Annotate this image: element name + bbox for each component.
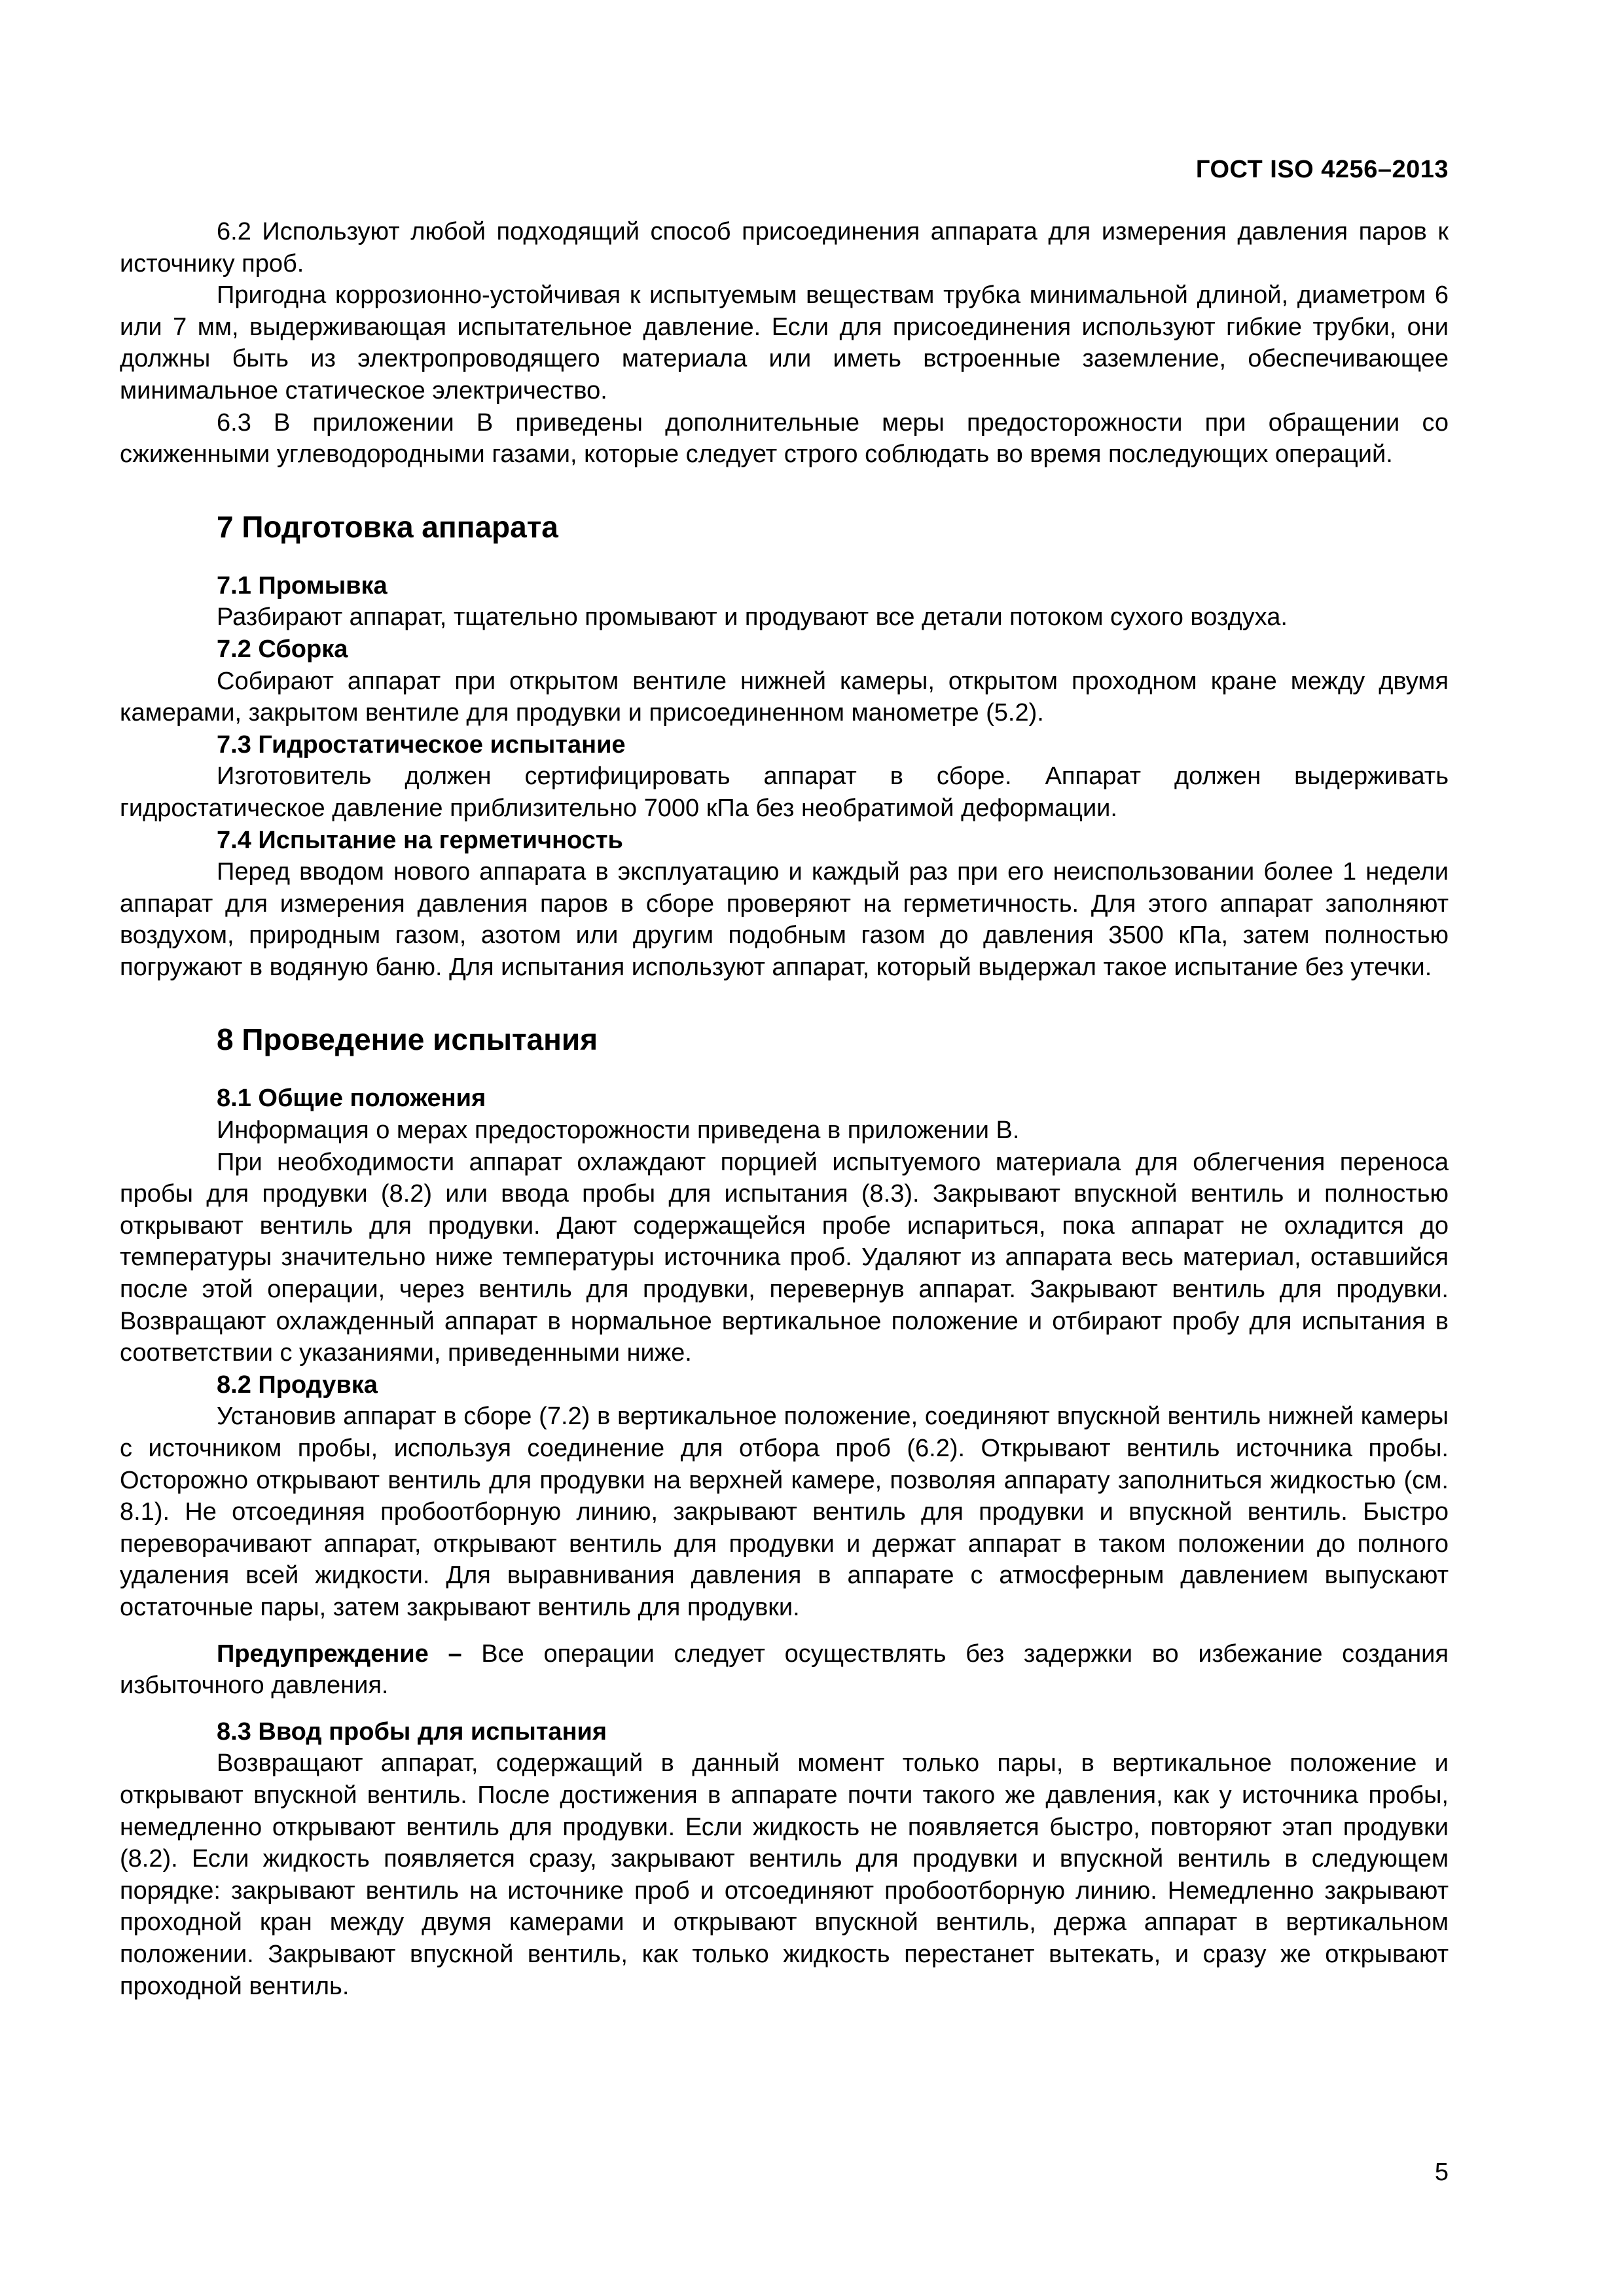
page-number: 5 — [1434, 2159, 1449, 2186]
subsection-7-3-text: Изготовитель должен сертифицировать аппарат в сборе. Аппарат должен выдерживать гидростатическое давление приблизительно 7000 кПа без необратимой деформации. — [120, 762, 1449, 822]
subsection-8-1-text-1: Информация о мерах предосторожности приведена в приложении В. — [217, 1117, 1020, 1145]
clause-6-2-tubing-paragraph: Пригодна коррозионно-устойчивая к испытуемым веществам трубка минимальной длиной, диаметром 6 или 7 мм, выдерживающая испытательное давление. Если для присоединения используют гибкие трубки, они должны быть из электропроводящего материала или иметь встроенные заземление, обеспечивающее минимальное статическое электричество. — [120, 281, 1449, 404]
clause-6-3-paragraph: 6.3 В приложении В приведены дополнительные меры предосторожности при обращении со сжиженными углеводородными газами, которые следует строго соблюдать во время последующих операций. — [120, 408, 1449, 469]
section-7-heading: 7 Подготовка аппарата — [217, 509, 558, 544]
subsection-7-1-text: Разбирают аппарат, тщательно промывают и продувают все детали потоком сухого воздуха. — [217, 603, 1288, 632]
subsection-8-1-text-2: При необходимости аппарат охлаждают порцией испытуемого материала для облегчения переноса пробы для продувки (8.2) или ввода пробы для испытания (8.3). Закрывают впускной вентиль и полностью открывают вентиль для продувки. Дают содержащейся пробе испариться, пока аппарат не охладится до температуры значительно ниже температуры источника проб. Удаляют из аппарата весь материал, оставшийся после этой операции, через вентиль для продувки, перевернув аппарат. Закрывают вентиль для продувки. Возвращают охлажденный аппарат в нормальное вертикальное положение и отбирают пробу для испытания в соответствии с указаниями, приведенными ниже. — [120, 1148, 1449, 1367]
subsection-8-3-heading: 8.3 Ввод пробы для испытания — [217, 1717, 607, 1746]
subsection-8-2-heading: 8.2 Продувка — [217, 1371, 378, 1399]
warning-paragraph — [120, 1638, 1449, 1702]
warning-text: Все операции следует осуществлять без задержки во избежание создания избыточного давления. — [120, 1640, 1449, 1700]
subsection-7-2-heading: 7.2 Сборка — [217, 635, 348, 663]
subsection-7-4-heading: 7.4 Испытание на герметичность — [217, 826, 623, 854]
section-8-heading: 8 Проведение испытания — [217, 1022, 598, 1057]
document-body — [120, 216, 1449, 2002]
subsection-8-2-text: Установив аппарат в сборе (7.2) в вертикальное положение, соединяют впускной вентиль нижней камеры с источником пробы, используя соединение для отбора проб (6.2). Открывают вентиль источника пробы. Осторожно открывают вентиль для продувки на верхней камере, позволяя аппарату заполниться жидкостью (см. 8.1). Не отсоединяя пробоотборную линию, закрывают вентиль для продувки и впускной вентиль. Быстро переворачивают аппарат, открывают вентиль для продувки и держат аппарат в таком положении до полного удаления всей жидкости. Для выравнивания давления в аппарате с атмосферным давлением выпускают остаточные пары, затем закрывают вентиль для продувки. — [120, 1403, 1449, 1621]
subsection-7-1-heading: 7.1 Промывка — [217, 571, 388, 600]
warning-label: Предупреждение – — [217, 1640, 462, 1668]
document-code-header: ГОСТ ISO 4256–2013 — [1195, 156, 1449, 183]
subsection-7-2-text: Собирают аппарат при открытом вентиле нижней камеры, открытом проходном кране между двумя камерами, закрытом вентиле для продувки и присоединенном манометре (5.2). — [120, 667, 1449, 727]
clause-6-2-paragraph: 6.2 Используют любой подходящий способ присоединения аппарата для измерения давления паров к источнику проб. — [120, 218, 1449, 278]
subsection-8-1-heading: 8.1 Общие положения — [217, 1085, 486, 1113]
subsection-7-4-text: Перед вводом нового аппарата в эксплуатацию и каждый раз при его неиспользовании более 1 недели аппарат для измерения давления паров в сборе проверяют на герметичность. Для этого аппарат заполняют воздухом, природным газом, азотом или другим подобным газом до давления 3500 кПа, затем полностью погружают в водяную баню. Для испытания используют аппарат, который выдержал такое испытание без утечки. — [120, 858, 1449, 981]
subsection-8-3-text: Возвращают аппарат, содержащий в данный момент только пары, в вертикальное положение и открывают впускной вентиль. После достижения в аппарате почти такого же давления, как у источника пробы, немедленно открывают вентиль для продувки. Если жидкость не появляется быстро, повторяют этап продувки (8.2). Если жидкость появляется сразу, закрывают вентиль для продувки и впускной вентиль в следующем порядке: закрывают вентиль на источнике проб и отсоединяют пробоотборную линию. Немедленно закрывают проходной кран между двумя камерами и открывают впускной вентиль, держа аппарат в вертикальном положении. Закрывают впускной вентиль, как только жидкость перестанет вытекать, и сразу же открывают проходной вентиль. — [120, 1749, 1449, 2000]
subsection-7-3-heading: 7.3 Гидростатическое испытание — [217, 730, 626, 759]
